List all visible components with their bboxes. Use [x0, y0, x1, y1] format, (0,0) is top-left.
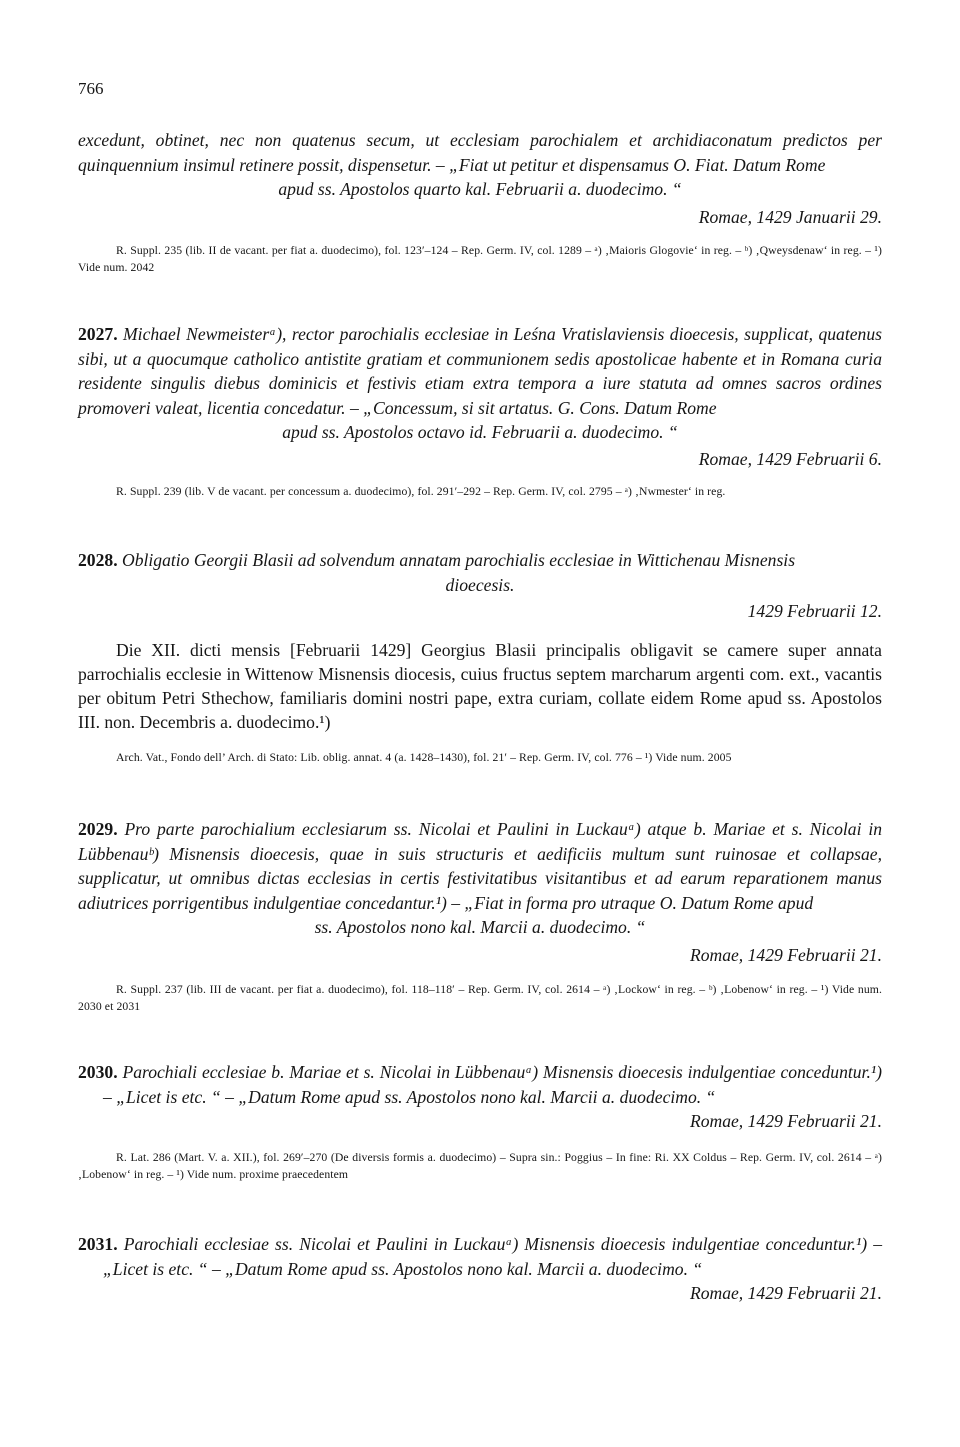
- entry-summary: Michael Newmeisterᵃ), rector parochialis ecclesiae in Leśna Vratislaviensis dioecesis, supplicat, quatenus sibi, ut a quocumque catholico antistite gratiam et communionem sedis apostolicae habente et in Romana curia residente singulis diebus dominicis et festivis etiam extra tempora a iure statuta ad omnes sacros ordines promoveri valeat, licentia concedatur. – „Concessum, si sit artatus. G. Cons. Datum Rome: [78, 324, 882, 418]
- page-number: 766: [78, 79, 104, 98]
- entry-date: 1429 Februarii 12.: [747, 601, 882, 621]
- entry-text: [78, 1060, 882, 1109]
- entry-number: 2029.: [78, 819, 118, 839]
- entry-number: 2031.: [78, 1234, 118, 1254]
- entry-summary: Parochiali ecclesiae b. Mariae et s. Nicolai in Lübbenauᵃ) Misnensis dioecesis indulgentiae conceduntur.¹) – „Licet is etc. “ – „Datum Rome apud ss. Apostolos nono kal. Marcii a. duodecimo. “: [103, 1062, 882, 1107]
- entry-date: Romae, 1429 Januarii 29.: [698, 206, 882, 227]
- entry-2028: [78, 548, 882, 766]
- source-note: R. Suppl. 235 (lib. II de vacant. per fiat a. duodecimo), fol. 123′–124 – Rep. Germ. IV, col. 1289 – ᵃ) ‚Maioris Glogovie‘ in reg. – ᵇ) ‚Qweysdenaw‘ in reg. – ¹) Vide num. 2042: [78, 244, 882, 274]
- entry-closing-line: apud ss. Apostolos quarto kal. Februarii a. duodecimo. “: [278, 179, 682, 199]
- entry-closing-line: dioecesis.: [445, 574, 515, 595]
- source-note: R. Suppl. 239 (lib. V de vacant. per concessum a. duodecimo), fol. 291′–292 – Rep. Germ. IV, col. 2795 – ᵃ) ‚Nwmester‘ in reg.: [116, 485, 726, 498]
- entry-number: 2030.: [78, 1062, 118, 1082]
- entry-2030: [78, 1060, 882, 1183]
- entry-text: [78, 548, 882, 573]
- entry-text: [78, 817, 882, 915]
- entry-date: Romae, 1429 Februarii 21.: [689, 1111, 882, 1131]
- entry-2031: [78, 1232, 882, 1306]
- entry-closing-line: ss. Apostolos nono kal. Marcii a. duodecimo. “: [314, 917, 646, 937]
- entry-2027: [78, 322, 882, 500]
- source-note: R. Lat. 286 (Mart. V. a. XII.), fol. 269′–270 (De diversis formis a. duodecimo) – Supra sin.: Poggius – In fine: Ri. XX Coldus – Rep. Germ. IV, col. 2614 – ᵃ) ‚Lobenow‘ in reg. – ¹) Vide num. proxime praecedentem: [78, 1150, 882, 1181]
- entry-summary: Obligatio Georgii Blasii ad solvendum annatam parochialis ecclesiae in Wittichenau Misnensis: [122, 550, 796, 570]
- entry-date: Romae, 1429 Februarii 21.: [689, 1283, 882, 1303]
- entry-summary: Parochiali ecclesiae ss. Nicolai et Paulini in Luckauᵃ) Misnensis dioecesis indulgentiae conceduntur.¹) – „Licet is etc. “ – „Datum Rome apud ss. Apostolos nono kal. Marcii a. duodecimo. “: [103, 1234, 882, 1279]
- entry-closing-line: apud ss. Apostolos octavo id. Februarii a. duodecimo. “: [282, 422, 678, 442]
- entry-text: [78, 1232, 882, 1281]
- entry-2029: [78, 817, 882, 1015]
- entry-text: [78, 322, 882, 420]
- entry-number: 2027.: [78, 324, 118, 344]
- entry-date: Romae, 1429 Februarii 21.: [689, 944, 882, 965]
- entry-body: Die XII. dicti mensis [Februarii 1429] Georgius Blasii principalis obligavit se camere super annata parrochialis ecclesie in Wittenow Misnensis diocesis, cuius fructus septem marcharum argenti com. ext., vacantis per obitum Petri Sthechow, familiaris domini nostri pape, extra curiam, collate eidem Rome apud ss. Apostolos III. non. Decembris a. duodecimo.¹): [78, 639, 882, 733]
- entry-summary: Pro parte parochialium ecclesiarum ss. Nicolai et Paulini in Luckauᵃ) atque b. Mariae et s. Nicolai in Lübbenauᵇ) Misnensis dioecesis, quae in suis structuris et aedificiis multum sunt ruinosae et collapsae, supplicatur, ut omnibus dictas ecclesias in certis festivitatibus visitantibus et ad earum reparationem manus adiutrices porrigentibus indulgentiae concedantur.¹) – „Fiat in forma pro utraque O. Datum Rome apud: [78, 819, 883, 913]
- continued-entry: [78, 128, 882, 276]
- source-note: R. Suppl. 237 (lib. III de vacant. per fiat a. duodecimo), fol. 118–118′ – Rep. Germ. IV, col. 2614 – ᵃ) ‚Lockow‘ in reg. – ᵇ) ‚Lobenow‘ in reg. – ¹) Vide num. 2030 et 2031: [78, 983, 882, 1013]
- entry-number: 2028.: [78, 550, 118, 570]
- source-note: Arch. Vat., Fondo dell’ Arch. di Stato: Lib. oblig. annat. 4 (a. 1428–1430), fol. 21′ – Rep. Germ. IV, col. 776 – ¹) Vide num. 2005: [116, 750, 732, 764]
- entry-text: excedunt, obtinet, nec non quatenus secum, ut ecclesiam parochialem et archidiaconatum predictos per quinquennium insimul retinere possit, dispensetur. – „Fiat ut petitur et dispensamus O. Fiat. Datum Rome: [78, 130, 882, 175]
- entry-date: Romae, 1429 Februarii 6.: [698, 448, 882, 469]
